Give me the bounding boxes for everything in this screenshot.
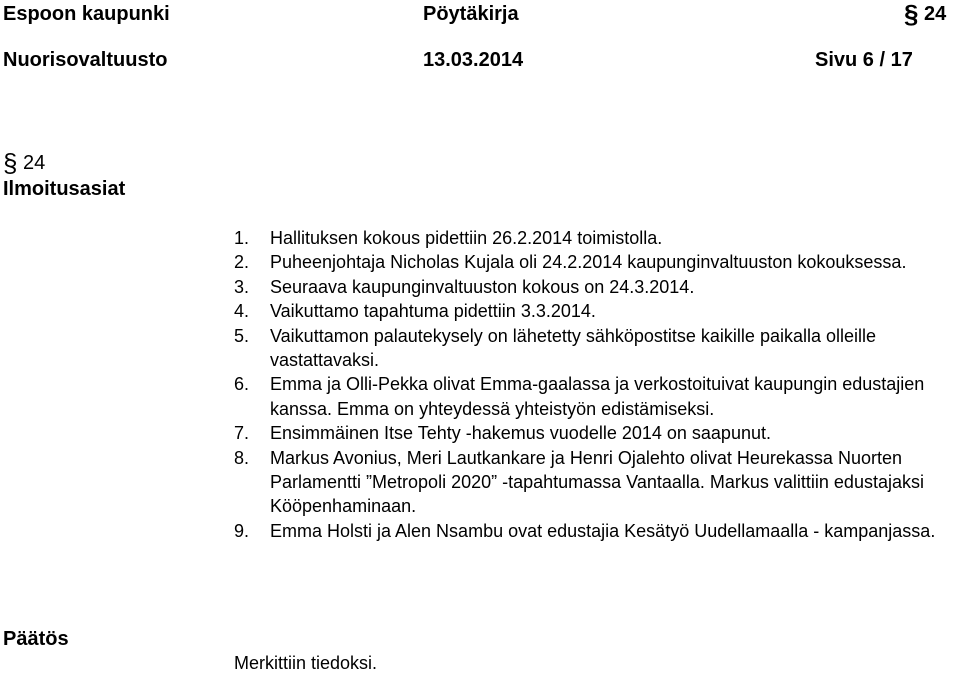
list-item: [234, 421, 954, 445]
list-item: [234, 226, 954, 250]
list-item-text: Vaikuttamon palautekysely on lähetetty sähköpostitse kaikille paikalla olleille vastattavaksi.: [270, 325, 877, 371]
list-item-text: Seuraava kaupunginvaltuuston kokous on 24.3.2014.: [270, 276, 695, 297]
decision-label: Päätös: [3, 628, 69, 650]
list-item: [234, 372, 954, 421]
list-item-text: Vaikuttamo tapahtuma pidettiin 3.3.2014.: [270, 301, 596, 322]
list-item: [234, 299, 954, 323]
list-item-number: 7.: [234, 423, 250, 444]
body-name: Nuorisovaltuusto: [3, 49, 168, 71]
list-item-number: 5.: [234, 325, 250, 346]
list-item-number: 1.: [234, 228, 250, 248]
list-item: [234, 275, 954, 299]
header-section-value: 24: [924, 3, 947, 25]
section-number: 24: [23, 152, 46, 174]
list-item-number: 8.: [234, 447, 250, 468]
list-item-number: 6.: [234, 374, 250, 395]
document-type: Pöytäkirja: [423, 3, 519, 25]
list-item-number: 4.: [234, 301, 250, 322]
list-item-number: 9.: [234, 520, 250, 541]
list-item-number: 3.: [234, 276, 250, 297]
list-item-text: Puheenjohtaja Nicholas Kujala oli 24.2.2014 kaupunginvaltuuston kokouksessa.: [270, 252, 907, 273]
organization-name: Espoon kaupunki: [3, 3, 170, 25]
list-item-text: Ensimmäinen Itse Tehty -hakemus vuodelle 2014 on saapunut.: [270, 423, 771, 444]
list-item-text: Emma ja Olli-Pekka olivat Emma-gaalassa ja verkostoituivat kaupungin edustajien kanssa. Emma on yhteydessä yhteistyön edistämiseksi.: [270, 374, 925, 419]
section-symbol: §: [904, 0, 919, 29]
list-item: [234, 446, 954, 519]
decision-text: Merkittiin tiedoksi.: [234, 653, 378, 673]
list-item: [234, 250, 954, 274]
header-section-number: [904, 0, 947, 29]
list-item: [234, 324, 954, 373]
list-item: [234, 519, 954, 543]
announcement-list: [234, 226, 954, 543]
list-item-text: Hallituksen kokous pidettiin 26.2.2014 toimistolla.: [270, 228, 663, 248]
section-symbol: §: [3, 148, 18, 178]
section-title: Ilmoitusasiat: [3, 178, 126, 200]
list-item-text: Emma Holsti ja Alen Nsambu ovat edustajia Kesätyö Uudellamaalla - kampanjassa.: [270, 520, 936, 541]
meeting-date: 13.03.2014: [423, 49, 524, 71]
page-number: Sivu 6 / 17: [815, 49, 913, 71]
section-heading-number: [3, 148, 46, 178]
list-item-number: 2.: [234, 252, 250, 273]
list-item-text: Markus Avonius, Meri Lautkankare ja Henri Ojalehto olivat Heurekassa Nuorten Parlamentti ”Metropoli 2020” -tapahtumassa Vantaalla. Markus valittiin edustajaksi Kööpenhaminaan.: [270, 447, 924, 517]
